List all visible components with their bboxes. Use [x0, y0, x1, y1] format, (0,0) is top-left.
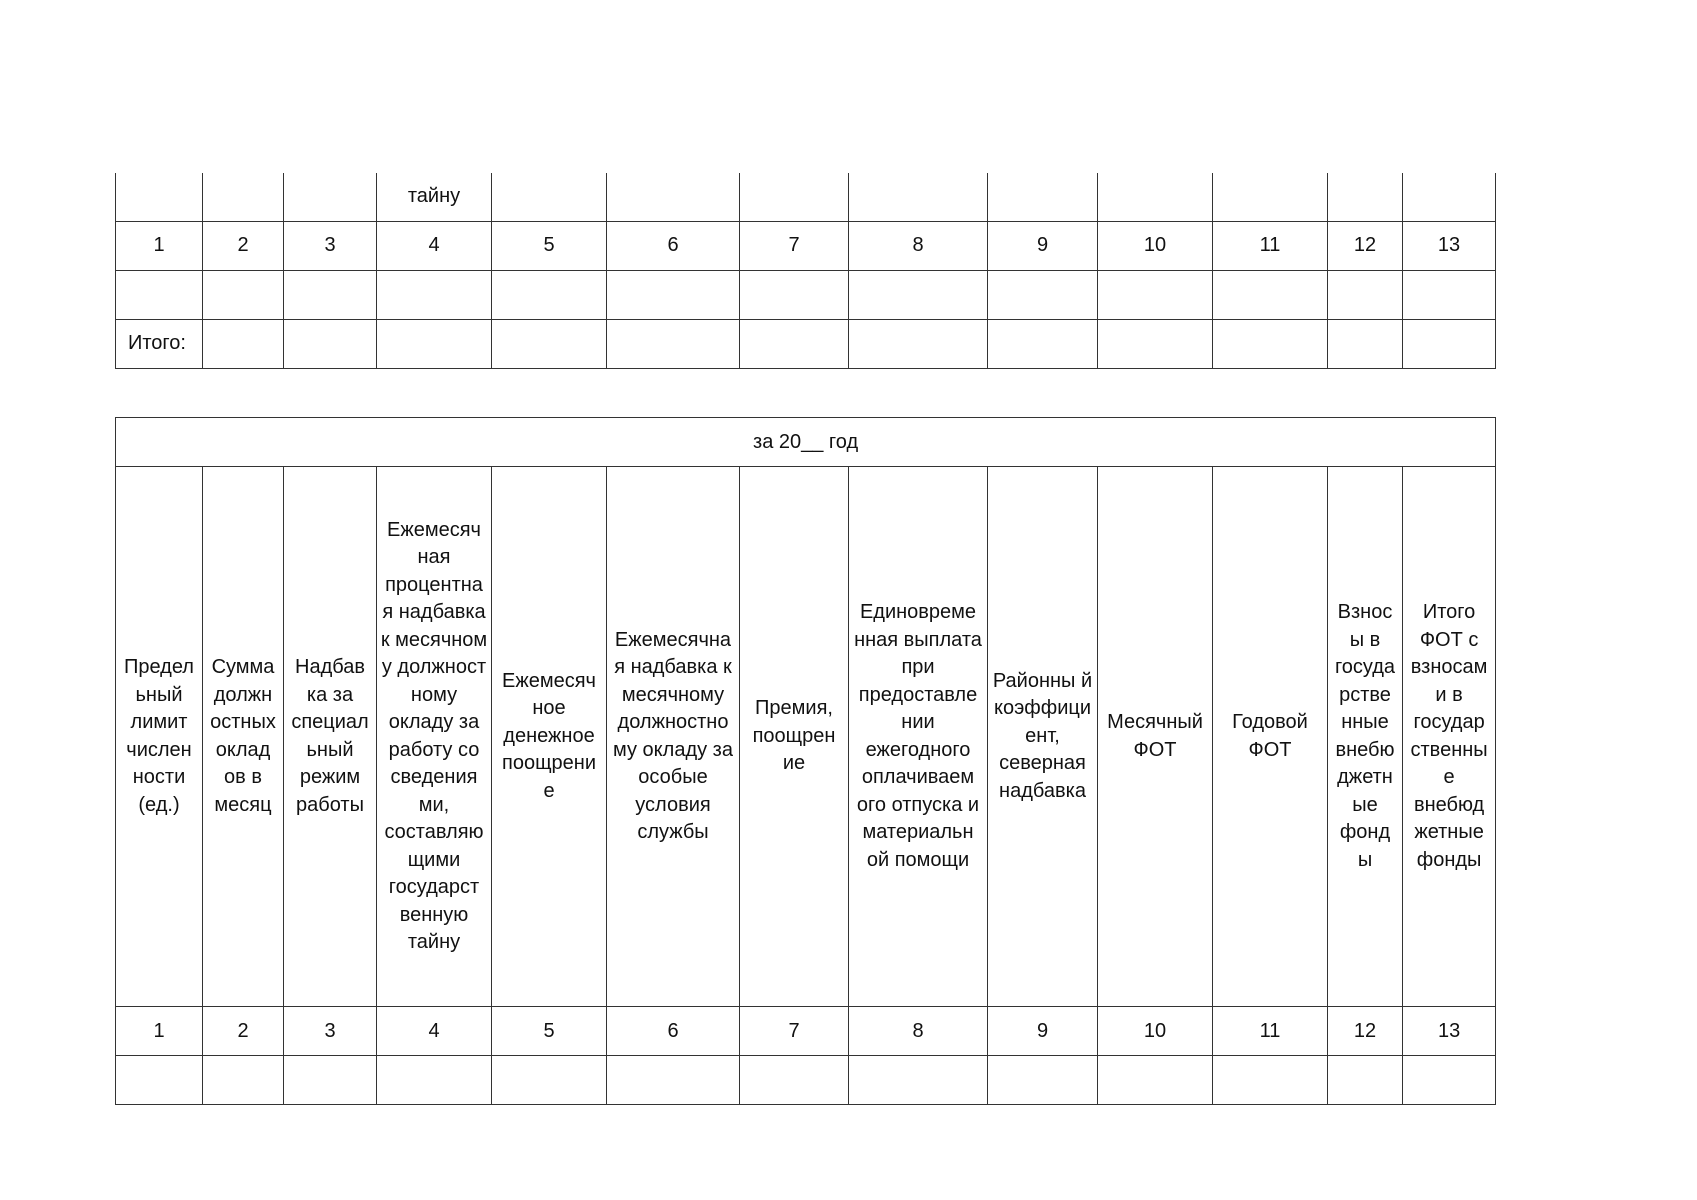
column-number: 13: [1403, 1007, 1496, 1056]
column-number: 13: [1403, 221, 1496, 270]
column-header: Ежемесяч ное денежное поощрени е: [492, 467, 607, 1007]
column-header: Годовой ФОТ: [1213, 467, 1328, 1007]
table-cell: [203, 319, 284, 368]
table-cell: [988, 270, 1098, 319]
column-number: 12: [1328, 1007, 1403, 1056]
column-number: 7: [740, 221, 849, 270]
table-cell: [1213, 173, 1328, 221]
total-row: [116, 319, 1496, 368]
table-cell: [1213, 270, 1328, 319]
table-cell: [849, 1056, 988, 1105]
table-cell: [284, 1056, 377, 1105]
column-header: Премия, поощрен ие: [740, 467, 849, 1007]
table-row: [116, 1056, 1496, 1105]
table-cell: [1403, 319, 1496, 368]
table-cell: [1328, 270, 1403, 319]
table-cell: [116, 1056, 203, 1105]
table-cell: [492, 173, 607, 221]
column-number: 9: [988, 1007, 1098, 1056]
payroll-table-continued: [115, 173, 1496, 369]
table-cell: [1328, 319, 1403, 368]
table-cell: [740, 270, 849, 319]
column-header: Районны й коэффици ент, северная надбавка: [988, 467, 1098, 1007]
table-cell: [203, 173, 284, 221]
column-number: 11: [1213, 1007, 1328, 1056]
table-cell: [1098, 173, 1213, 221]
table-cell: [1098, 1056, 1213, 1105]
table-cell: [1213, 1056, 1328, 1105]
table-cell: [1403, 173, 1496, 221]
period-label: за 20__ год: [116, 418, 1496, 467]
table-cell: [740, 173, 849, 221]
table-cell: [740, 319, 849, 368]
column-number: 4: [377, 221, 492, 270]
continuation-row: [116, 173, 1496, 221]
column-number: 8: [849, 1007, 988, 1056]
column-number: 6: [607, 1007, 740, 1056]
column-header: Предел ьный лимит числен ности (ед.): [116, 467, 203, 1007]
table-cell: [377, 270, 492, 319]
column-header: Месячный ФОТ: [1098, 467, 1213, 1007]
table-cell: [849, 270, 988, 319]
column-header: Единовреме нная выплата при предоставле нии ежегодного оплачиваем ого отпуска и материальн ой помощи: [849, 467, 988, 1007]
table-cell: [988, 1056, 1098, 1105]
period-row: [116, 418, 1496, 467]
column-number: 2: [203, 221, 284, 270]
column-number: 6: [607, 221, 740, 270]
table-cell: [607, 270, 740, 319]
total-label: Итого:: [116, 319, 203, 368]
column-header: Ежемесяч ная процентна я надбавка к месячном у должност ному окладу за работу со сведения ми, составляю щими государст венную тайну: [377, 467, 492, 1007]
column-number: 4: [377, 1007, 492, 1056]
table-cell: [203, 270, 284, 319]
table-cell: [203, 1056, 284, 1105]
table-cell: [284, 319, 377, 368]
table-cell: [377, 319, 492, 368]
table-cell: [116, 270, 203, 319]
table-cell: [1098, 319, 1213, 368]
column-header: Сумма должн остных оклад ов в месяц: [203, 467, 284, 1007]
table-cell: [1328, 173, 1403, 221]
column-number: 5: [492, 221, 607, 270]
column-number: 5: [492, 1007, 607, 1056]
table-cell: [284, 173, 377, 221]
column-number: 8: [849, 221, 988, 270]
column-number: 3: [284, 1007, 377, 1056]
column-header: Надбав ка за специал ьный режим работы: [284, 467, 377, 1007]
table-cell: [988, 173, 1098, 221]
table-cell: [1403, 270, 1496, 319]
table-cell: тайну: [377, 173, 492, 221]
table-cell: [1213, 319, 1328, 368]
table-cell: [1328, 1056, 1403, 1105]
table-cell: [492, 270, 607, 319]
column-number: 9: [988, 221, 1098, 270]
column-header: Ежемесячна я надбавка к месячному должностно му окладу за особые условия службы: [607, 467, 740, 1007]
column-number: 10: [1098, 1007, 1213, 1056]
table-cell: [607, 1056, 740, 1105]
column-number: 1: [116, 221, 203, 270]
table-cell: [284, 270, 377, 319]
column-header: Взнос ы в госуда рстве нные внебю джетн ые фонд ы: [1328, 467, 1403, 1007]
column-header: Итого ФОТ с взносам и в государ ственны е внебюд жетные фонды: [1403, 467, 1496, 1007]
column-number-row: [116, 1007, 1496, 1056]
header-row: [116, 467, 1496, 1007]
column-number: 12: [1328, 221, 1403, 270]
column-number: 3: [284, 221, 377, 270]
column-number: 7: [740, 1007, 849, 1056]
table-cell: [849, 319, 988, 368]
column-number-row: [116, 221, 1496, 270]
table-cell: [1098, 270, 1213, 319]
payroll-table-year: [115, 417, 1496, 1105]
table-cell: [988, 319, 1098, 368]
table-cell: [116, 173, 203, 221]
table-cell: [492, 1056, 607, 1105]
column-number: 10: [1098, 221, 1213, 270]
table-cell: [740, 1056, 849, 1105]
table-cell: [377, 1056, 492, 1105]
table-cell: [607, 319, 740, 368]
table-cell: [492, 319, 607, 368]
column-number: 11: [1213, 221, 1328, 270]
table-cell: [849, 173, 988, 221]
table-cell: [607, 173, 740, 221]
table-cell: [1403, 1056, 1496, 1105]
table-row: [116, 270, 1496, 319]
column-number: 2: [203, 1007, 284, 1056]
column-number: 1: [116, 1007, 203, 1056]
